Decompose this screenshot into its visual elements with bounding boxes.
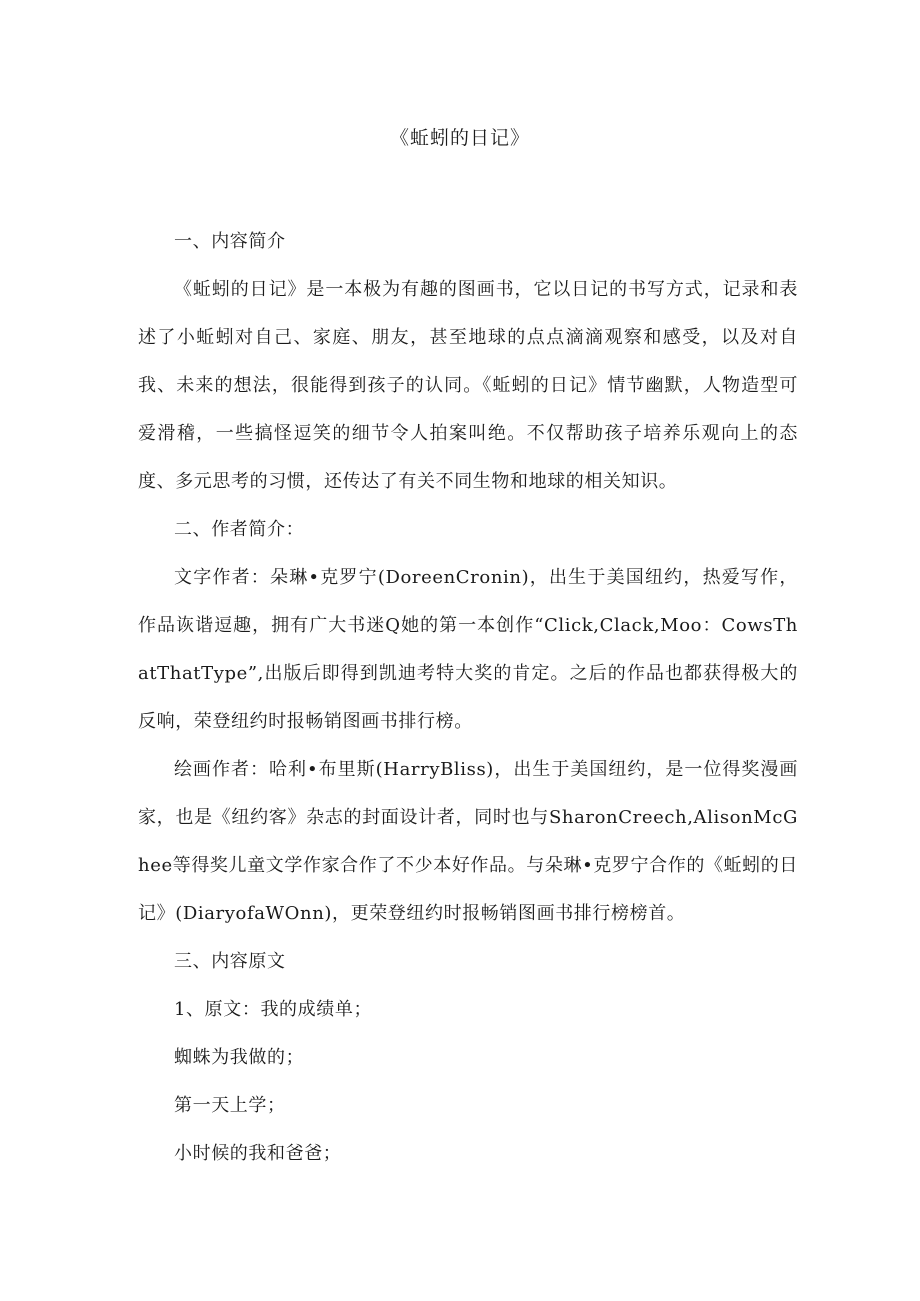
section-heading-content: 三、内容原文 bbox=[174, 951, 286, 972]
content-line: 蜘蛛为我做的； bbox=[174, 1047, 305, 1068]
section-heading-author: 二、作者简介： bbox=[174, 519, 305, 540]
content-line: 小时候的我和爸爸； bbox=[174, 1143, 342, 1164]
section-heading-intro: 一、内容简介 bbox=[174, 231, 286, 252]
paragraph-author-illustrator: 绘画作者：哈利•布里斯(HarryBliss)，出生于美国纽约，是一位得奖漫画家，也是《纽约客》杂志的封面设计者，同时也与SharonCreech,AlisonMcGhee等得奖儿童文学作家合作了不少本好作品。与朵琳•克罗宁合作的《蚯蚓的日记》(DiaryofaWOnn)，更荣登纽约时报畅销图画书排行榜榜首。 bbox=[138, 759, 798, 924]
document-title: 《蚯蚓的日记》 bbox=[389, 127, 530, 149]
paragraph-author-writer: 文字作者：朵琳•克罗宁(DoreenCronin)，出生于美国纽约，热爱写作，作品诙谐逗趣，拥有广大书迷Q她的第一本创作“Click,Clack,Moo：CowsThatThatType”,出版后即得到凯迪考特大奖的肯定。之后的作品也都获得极大的反响，荣登纽约时报畅销图画书排行榜。 bbox=[138, 567, 798, 732]
content-line: 1、原文：我的成绩单； bbox=[174, 999, 373, 1020]
document-body bbox=[138, 218, 798, 1178]
paragraph-intro: 《蚯蚓的日记》是一本极为有趣的图画书，它以日记的书写方式，记录和表述了小蚯蚓对自己、家庭、朋友，甚至地球的点点滴滴观察和感受，以及对自我、未来的想法，很能得到孩子的认同。《蚯蚓的日记》情节幽默，人物造型可爱滑稽，一些搞怪逗笑的细节令人拍案叫绝。不仅帮助孩子培养乐观向上的态度、多元思考的习惯，还传达了有关不同生物和地球的相关知识。 bbox=[138, 279, 798, 492]
content-line: 第一天上学； bbox=[174, 1095, 286, 1116]
